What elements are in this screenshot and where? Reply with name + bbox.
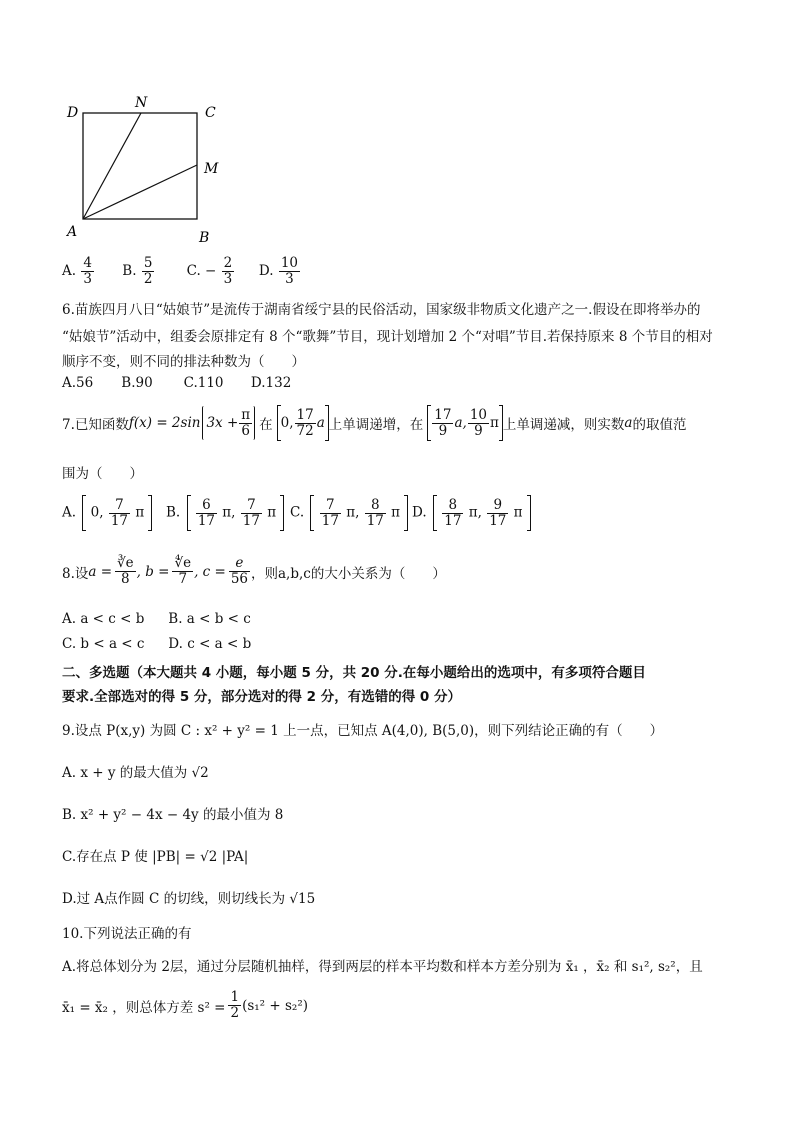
q6-option-c[interactable]: C.110 [183, 375, 224, 391]
q5-option-b[interactable]: B. $\frac{5}{2}$ [122, 255, 153, 287]
q10-option-a-line-2: x̄₁ = x̄₂ ，则总体方差 s² = $\frac{1}{2}$ (s₁² + s₂²) [62, 989, 309, 1021]
q10-stem: 10.下列说法正确的有 [62, 926, 192, 942]
q8-option-a[interactable]: A. a < c < b [62, 611, 145, 627]
q6-line-3: 顺序不变，则不同的排法种数为（ ） [62, 354, 305, 370]
q6-line-1: 6.苗族四月八日“姑娘节”是流传于湖南省绥宁县的民俗活动，国家级非物质文化遗产之一.假设在即将举办的 [62, 302, 701, 318]
q8-stem: 8.设 a = $\frac{∛e}{8}$ , b = $\frac{∜e}{7}$ , c = $\frac{e}{56}$ ，则a,b,c的大小关系为（ ） [62, 555, 446, 587]
q5-option-a[interactable]: A. $\frac{4}{3}$ [62, 255, 92, 287]
q7-options [62, 495, 531, 531]
section-2-heading-line-2: 要求.全部选对的得 5 分，部分选对的得 2 分，有选错的得 0 分） [62, 689, 462, 705]
q8-options-row-2 [62, 636, 251, 652]
q9-option-c[interactable]: C.存在点 P 使 |PB| = √2 |PA| [62, 849, 249, 865]
q7-option-a[interactable]: A. 0, $\frac{7}{17}$ π [62, 495, 166, 531]
q9-option-d[interactable]: D.过 A点作圆 C 的切线，则切线长为 √15 [62, 891, 316, 907]
label-b: B [199, 230, 210, 246]
q6-option-b[interactable]: B.90 [121, 375, 153, 391]
square-abcd [83, 113, 197, 219]
q10-option-a-line-1[interactable]: A.将总体划分为 2层，通过分层随机抽样，得到两层的样本平均数和样本方差分别为 x̄₁ ，x̄₂ 和 s₁², s₂²，且 [62, 959, 703, 975]
q8-option-c[interactable]: C. b < a < c [62, 636, 145, 652]
q8-option-b[interactable]: B. a < b < c [168, 611, 251, 627]
q9-stem: 9.设点 P(x,y) 为圆 C : x² + y² = 1 上一点，已知点 A(4,0), B(5,0)，则下列结论正确的有（ ） [62, 723, 664, 739]
segment-am [83, 165, 197, 219]
label-m: M [204, 161, 219, 177]
q6-line-2: “姑娘节”活动中，组委会原排定有 8 个“歌舞”节目，现计划增加 2 个“对唱”节目.若保持原来 8 个节目的相对 [62, 329, 713, 345]
q7-line-2: 围为（ ） [62, 466, 143, 482]
q5-option-c[interactable]: C. − $\frac{2}{3}$ [186, 255, 233, 287]
q6-options [62, 375, 291, 391]
q6-option-d[interactable]: D.132 [250, 375, 292, 391]
q9-option-b[interactable]: B. x² + y² − 4x − 4y 的最小值为 8 [62, 807, 284, 823]
q7-stem: 7.已知函数 f(x) = 2sin 3x + $\frac{\pi}{6}$ 在 0, $\frac{17}{72}$ a 上单调递增，在 $\frac{17}{9}$ a, $\frac{10}{9}$ π 上单调递减，则实数 a 的取值范 [62, 405, 686, 441]
q8-options-row-1 [62, 611, 251, 627]
label-a: A [67, 224, 78, 240]
label-n: N [135, 95, 148, 111]
q7-option-c[interactable]: C. $\frac{7}{17}$ π, $\frac{8}{17}$ π [290, 495, 412, 531]
label-d: D [67, 105, 79, 121]
label-c: C [205, 105, 216, 121]
segment-an [83, 113, 141, 219]
section-2-heading-line-1: 二、多选题（本大题共 4 小题，每小题 5 分，共 20 分.在每小题给出的选项中，有多项符合题目 [62, 665, 646, 681]
q5-options [62, 256, 301, 287]
q6-option-a[interactable]: A.56 [62, 375, 94, 391]
geometry-figure [55, 90, 235, 250]
q7-option-d[interactable]: D. $\frac{8}{17}$ π, $\frac{9}{17}$ π [412, 495, 531, 531]
q9-option-a[interactable]: A. x + y 的最大值为 √2 [62, 765, 209, 781]
q5-option-d[interactable]: D. $\frac{10}{3}$ [258, 255, 299, 287]
q7-option-b[interactable]: B. $\frac{6}{17}$ π, $\frac{7}{17}$ π [166, 495, 290, 531]
q8-option-d[interactable]: D. c < a < b [168, 636, 252, 652]
